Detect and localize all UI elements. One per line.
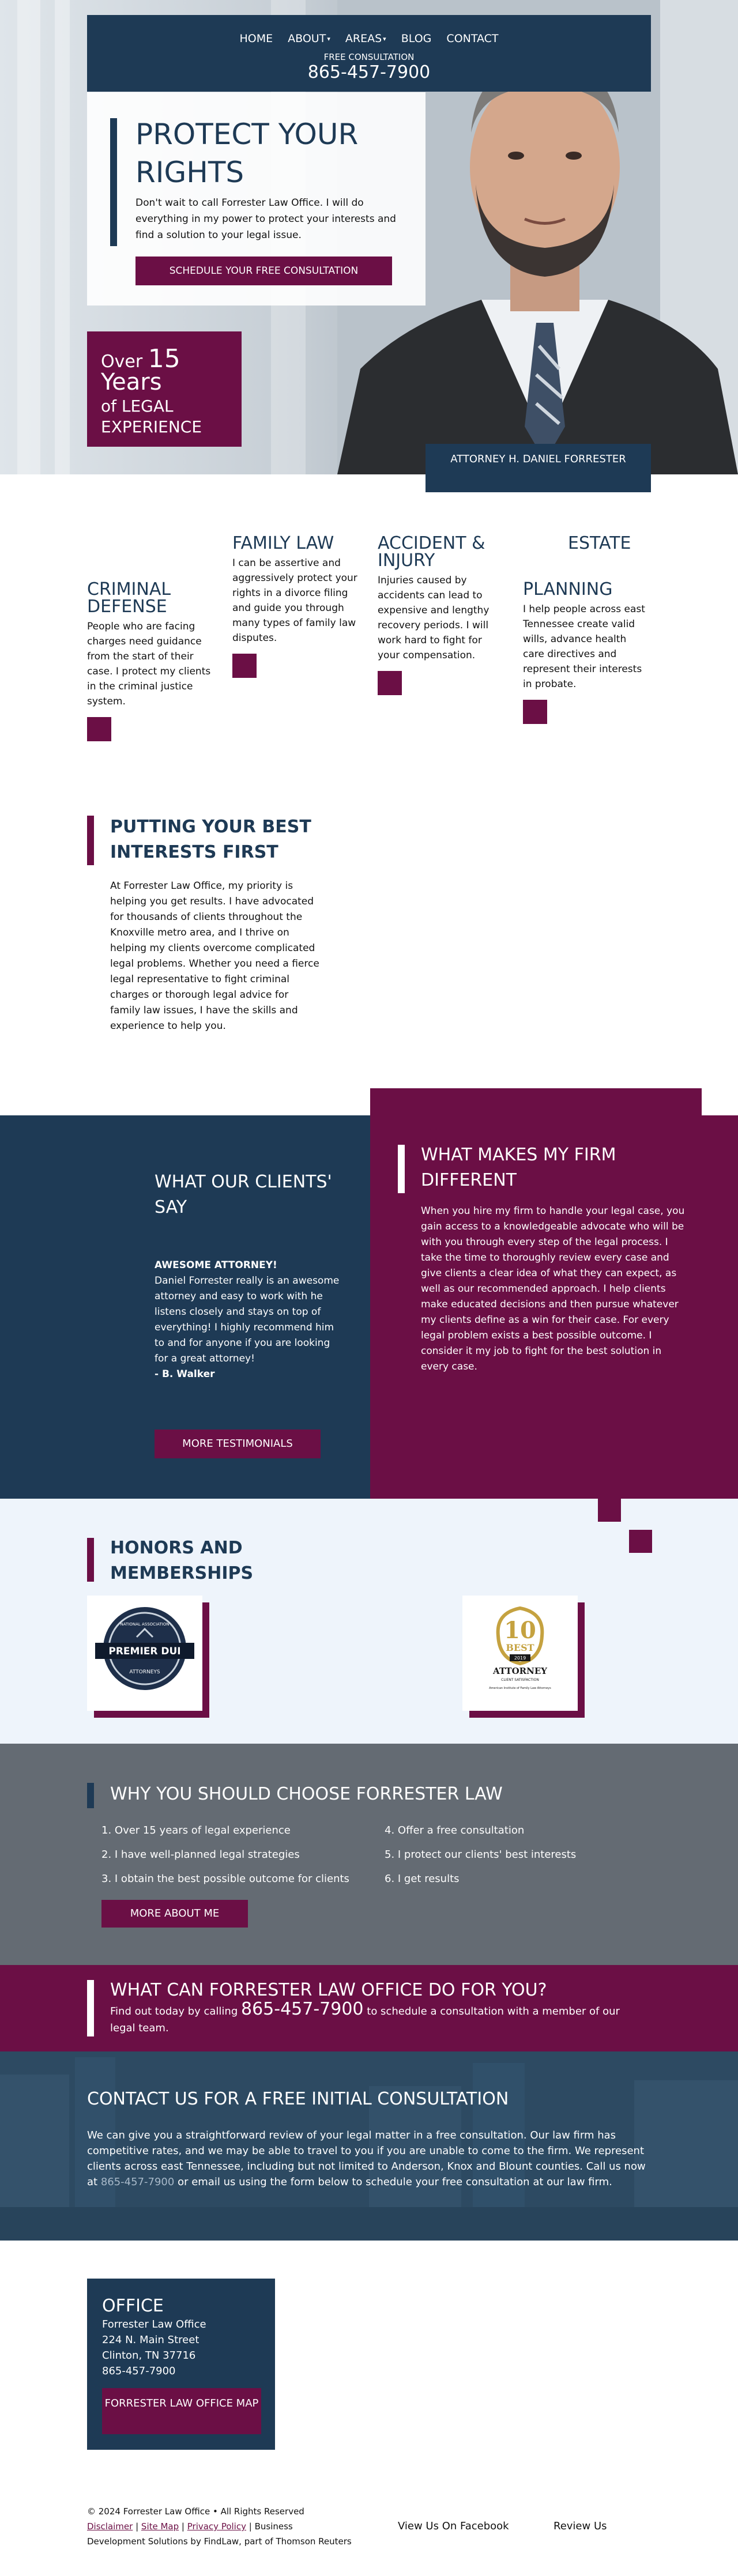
- nav-areas[interactable]: [345, 32, 386, 45]
- accent-bar: [87, 1980, 94, 2036]
- accent-bar: [87, 1783, 94, 1808]
- exp-rest: of LEGAL EXPERIENCE: [101, 397, 202, 436]
- testimonial-text: Daniel Forrester really is an awesome attorney and easy to work with he listens closely and stays on top of everything! I highly recommend him to and for anyone if you are looking for a great attorney!: [155, 1275, 340, 1364]
- practice-text: I can be assertive and aggressively protect your rights in a divorce filing and guide you through many types of family law disputes.: [232, 557, 357, 644]
- practice-estate: [523, 535, 650, 724]
- practice-link-button[interactable]: [523, 700, 547, 724]
- list-item: 3. I obtain the best possible outcome for clients: [101, 1873, 349, 1885]
- testimonial-title: AWESOME ATTORNEY!: [155, 1259, 277, 1271]
- contact-section: [0, 2051, 738, 2241]
- hero-title: PROTECT YOUR RIGHTS: [135, 118, 359, 189]
- honors-title: HONORS AND MEMBERSHIPS: [110, 1538, 254, 1583]
- nav-blog[interactable]: BLOG: [401, 32, 432, 45]
- experience-box: [87, 331, 242, 447]
- badge1-top: NATIONAL ASSOCIATION: [120, 1622, 170, 1627]
- chevron-down-icon: ▾: [383, 35, 386, 43]
- cta-phone-link[interactable]: 865-457-7900: [241, 1999, 364, 2019]
- office-street: 224 N. Main Street: [102, 2334, 199, 2346]
- more-about-me-button[interactable]: MORE ABOUT ME: [101, 1900, 248, 1928]
- decor-square: [598, 1499, 621, 1522]
- accent-bar: [110, 118, 117, 246]
- ten-best-badge: [462, 1596, 578, 1711]
- different-title: WHAT MAKES MY FIRM DIFFERENT: [421, 1145, 616, 1190]
- office-card: [87, 2279, 275, 2450]
- nav-home[interactable]: HOME: [239, 32, 273, 45]
- schedule-consultation-button[interactable]: SCHEDULE YOUR FREE CONSULTATION: [135, 257, 392, 285]
- practice-title: CRIMINAL DEFENSE: [87, 579, 171, 617]
- contact-title: CONTACT US FOR A FREE INITIAL CONSULTATION: [87, 2089, 509, 2109]
- office-title: OFFICE: [102, 2296, 164, 2316]
- footer-copyright: © 2024 Forrester Law Office • All Rights Reserved: [87, 2506, 304, 2517]
- badge2-best: BEST: [506, 1642, 534, 1653]
- contact-phone-link[interactable]: 865-457-7900: [100, 2176, 175, 2188]
- why-title: WHY YOU SHOULD CHOOSE FORRESTER LAW: [110, 1784, 503, 1804]
- practice-text: People who are facing charges need guidance from the start of their case. I protect my clients in the criminal justice system.: [87, 621, 211, 707]
- nav-contact[interactable]: CONTACT: [446, 32, 499, 45]
- testimonial-author: - B. Walker: [155, 1368, 215, 1380]
- cta-section: [0, 1965, 738, 2051]
- cta-pre: Find out today by calling: [110, 2005, 238, 2017]
- badge2-main: ATTORNEY: [493, 1666, 547, 1676]
- practice-text: Injuries caused by accidents can lead to expensive and lengthy recovery periods. I will work hard to fight for your compensation.: [378, 575, 490, 661]
- different-section: [370, 1088, 738, 1499]
- footer-links: Disclaimer | Site Map | Privacy Policy | Business Development Solutions by FindLaw, part of Thomson Reuters: [87, 2521, 352, 2547]
- contact-text: [87, 2128, 652, 2190]
- header-phone-link[interactable]: 865-457-7900: [307, 62, 431, 82]
- corner-notch: [702, 1088, 738, 1115]
- cta-text: [110, 2001, 646, 2036]
- list-item: 6. I get results: [385, 1873, 460, 1885]
- nav-areas-label: AREAS: [345, 32, 382, 45]
- practice-link-button[interactable]: [87, 717, 111, 741]
- accent-bar: [398, 1145, 405, 1193]
- practice-text: I help people across east Tennessee create valid wills, advance health care directives and represent their interests in probate.: [523, 604, 645, 690]
- different-text: When you hire my firm to handle your legal case, you gain access to a knowledgeable advocate who will be with you through every step of the legal process. I take the time to thoroughly review every case and give clients a clear idea of what they can expect, as well as our recommended approach. I help clients make educated decisions and then pursue whatever my clients define as a win for their case. For every legal problem exists a best possible outcome. I consider it my job to fight for the best solution in every case.: [421, 1205, 685, 1372]
- site-map-link[interactable]: Site Map: [141, 2521, 179, 2532]
- practice-title: FAMILY LAW: [232, 533, 334, 553]
- nav-about[interactable]: [288, 32, 330, 45]
- accent-bar: [87, 816, 94, 865]
- testimonials-section: [0, 1115, 370, 1499]
- chevron-down-icon: ▾: [327, 35, 330, 43]
- badge2-foot: American Institute of Family Law Attorneys: [489, 1687, 551, 1690]
- cta-title: WHAT CAN FORRESTER LAW OFFICE DO FOR YOU?: [110, 1980, 547, 2000]
- practice-title-line2: PLANNING: [523, 579, 613, 599]
- disclaimer-link[interactable]: Disclaimer: [87, 2521, 133, 2532]
- consult-label: FREE CONSULTATION: [323, 52, 415, 62]
- badge2-sub: CLIENT SATISFACTION: [501, 1678, 539, 1682]
- why-list-right: [385, 1819, 576, 1891]
- list-item: 1. Over 15 years of legal experience: [101, 1824, 291, 1836]
- privacy-policy-link[interactable]: Privacy Policy: [187, 2521, 246, 2532]
- practice-title: ACCIDENT & INJURY: [378, 533, 485, 571]
- accent-bar: [87, 1538, 94, 1582]
- badge1-main: PREMIER DUI: [108, 1646, 181, 1657]
- interests-title: PUTTING YOUR BEST INTERESTS FIRST: [110, 817, 311, 862]
- hero-text: Don't wait to call Forrester Law Office. I will do everything in my power to protect your interests and find a solution to your legal issue.: [135, 197, 396, 241]
- practice-family: [232, 535, 359, 678]
- hero-card: [87, 92, 426, 306]
- office-name: Forrester Law Office: [102, 2318, 206, 2330]
- footer-credit: Business Development Solutions by FindLaw, part of Thomson Reuters: [87, 2521, 352, 2547]
- practice-title-line1: ESTATE: [568, 533, 631, 553]
- contact-text-2: or email us using the form below to schedule your free consultation at our law firm.: [178, 2176, 612, 2188]
- practice-link-button[interactable]: [232, 654, 257, 678]
- office-phone-link[interactable]: 865-457-7900: [102, 2365, 176, 2377]
- badge1-sub: ATTORNEYS: [129, 1669, 160, 1675]
- why-list-left: [101, 1819, 349, 1891]
- honors-section: [0, 1499, 738, 1744]
- practice-criminal: [87, 581, 214, 741]
- list-item: 4. Offer a free consultation: [385, 1824, 525, 1836]
- cta-post: to schedule a consultation with a member of our legal team.: [110, 2005, 620, 2034]
- list-item: 2. I have well-planned legal strategies: [101, 1849, 300, 1861]
- badge2-num: 10: [504, 1617, 536, 1644]
- exp-over: Over: [101, 352, 143, 372]
- office-city: Clinton, TN 37716: [102, 2349, 196, 2362]
- contact-text-1: We can give you a straightforward review of your legal matter in a free consultation. Our law firm has competitive rates, and we may be able to travel to you if you are unable to come to the firm. We represent clients across east Tennessee, including but not limited to Anderson, Knox and Blount counties. Call us now at: [87, 2129, 646, 2188]
- practice-accident: [378, 535, 504, 695]
- office-address: [102, 2317, 206, 2379]
- main-navbar: [87, 15, 651, 92]
- footer: [87, 2504, 352, 2549]
- facebook-link[interactable]: View Us On Facebook: [398, 2520, 509, 2532]
- exp-number: 15: [148, 344, 180, 374]
- exp-years: Years: [101, 369, 162, 395]
- testimonials-title: WHAT OUR CLIENTS' SAY: [155, 1172, 332, 1217]
- practice-link-button[interactable]: [378, 671, 402, 695]
- office-map-button[interactable]: FORRESTER LAW OFFICE MAP: [102, 2388, 261, 2434]
- nav-about-label: ABOUT: [288, 32, 326, 45]
- decor-square: [629, 1530, 652, 1553]
- why-choose-section: [0, 1744, 738, 1965]
- premier-dui-badge: [87, 1596, 202, 1711]
- bg-pillar: [55, 0, 70, 474]
- testimonial: [155, 1258, 345, 1382]
- bg-pillar: [17, 0, 40, 474]
- interests-text: At Forrester Law Office, my priority is helping you get results. I have advocated for thousands of clients throughout the Knoxville metro area, and I thrive on helping my clients overcome complicated legal problems. Whether you need a fierce legal representative to fight criminal charges or thorough legal advice for family law issues, I have the skills and experience to help you.: [110, 880, 319, 1032]
- hero-section: [0, 0, 738, 474]
- more-testimonials-button[interactable]: MORE TESTIMONIALS: [155, 1430, 321, 1458]
- nav-links: [87, 32, 651, 45]
- review-us-link[interactable]: Review Us: [554, 2520, 607, 2532]
- attorney-name-box: ATTORNEY H. DANIEL FORRESTER: [426, 444, 651, 492]
- list-item: 5. I protect our clients' best interests: [385, 1849, 577, 1861]
- badge2-year: 2019: [514, 1655, 526, 1661]
